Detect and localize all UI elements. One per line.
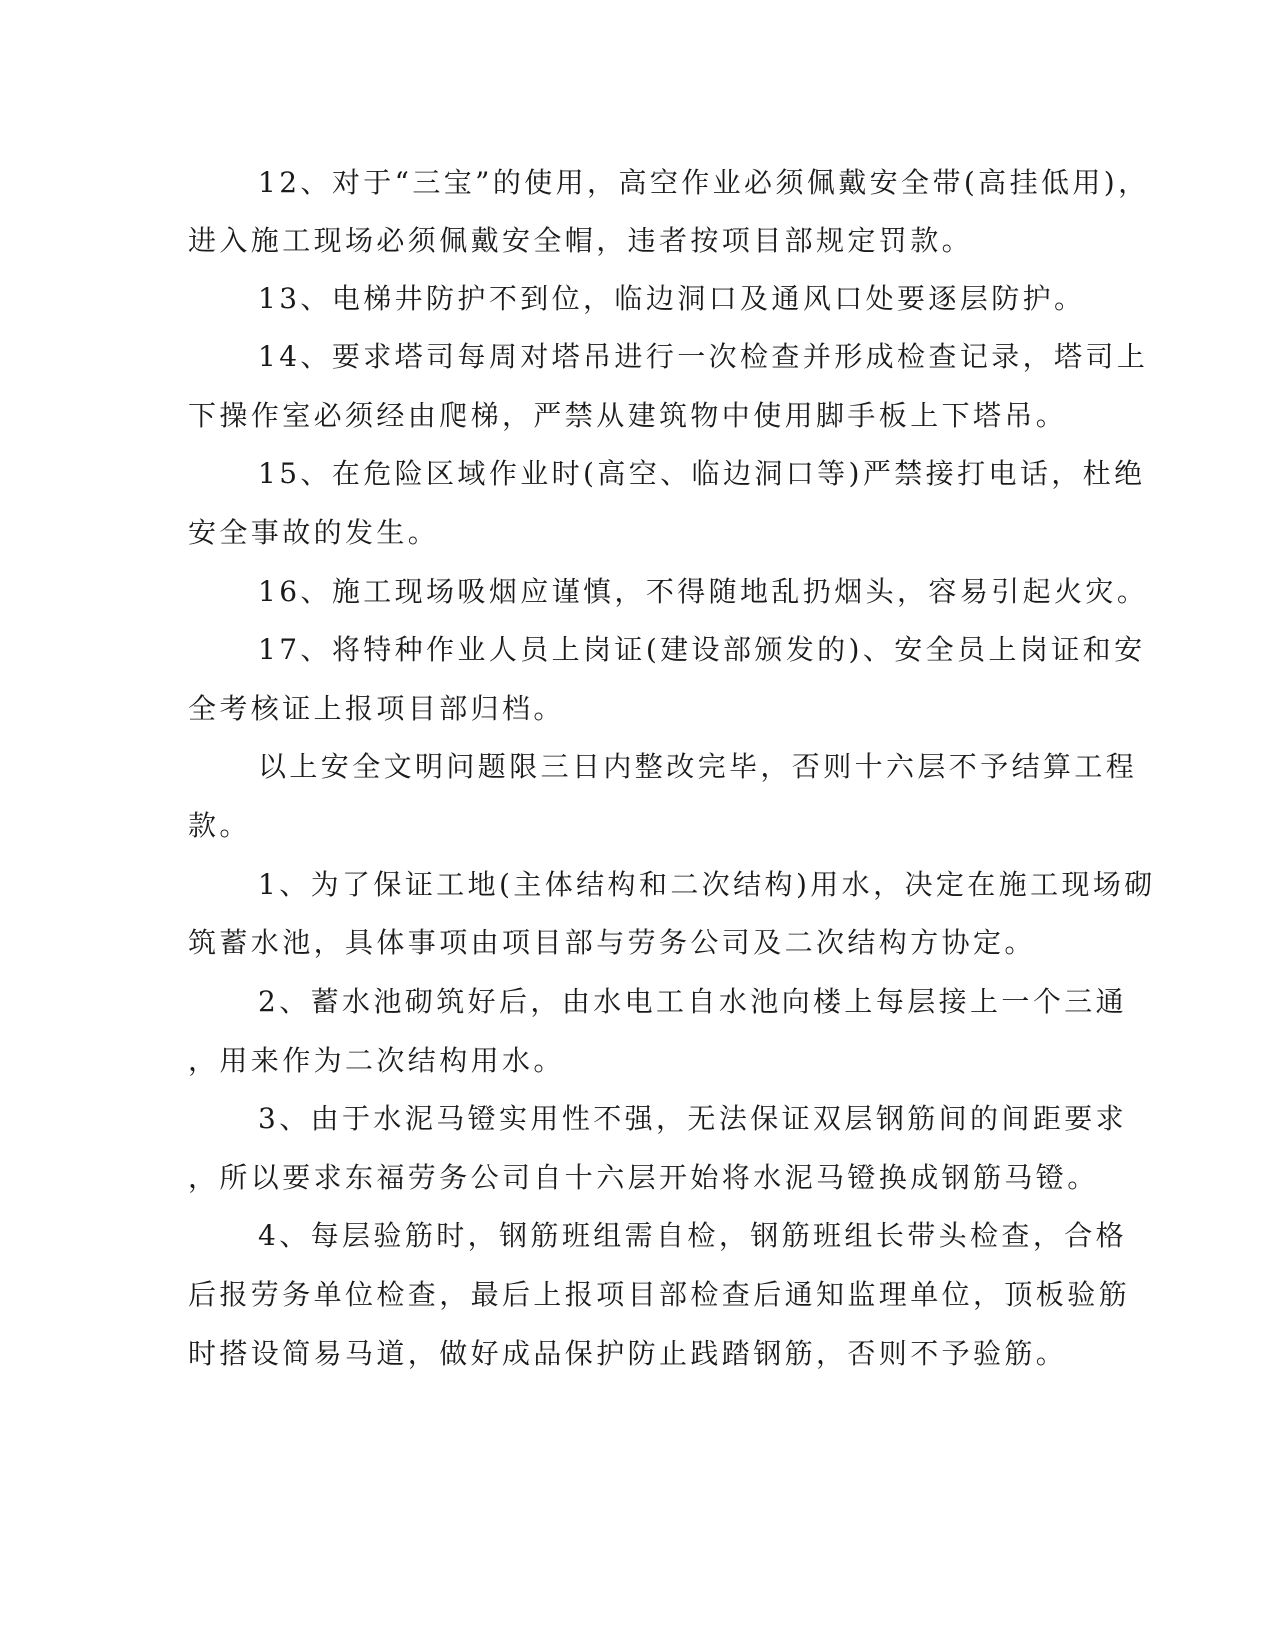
paragraph-line: 15、在危险区域作业时(高空、临边洞口等)严禁接打电话，杜绝 — [258, 457, 1146, 490]
paragraph-line: 14、要求塔司每周对塔吊进行一次检查并形成检查记录，塔司上 — [258, 340, 1149, 373]
paragraph-line: ，用来作为二次结构用水。 — [188, 1044, 565, 1077]
paragraph-line: 后报劳务单位检查，最后上报项目部检查后通知监理单位，顶板验筋 — [188, 1278, 1131, 1311]
paragraph-line: 安全事故的发生。 — [188, 516, 440, 549]
paragraph-line: 筑蓄水池，具体事项由项目部与劳务公司及二次结构方协定。 — [188, 926, 1036, 959]
paragraph-line: 16、施工现场吸烟应谨慎，不得随地乱扔烟头，容易引起火灾。 — [258, 575, 1149, 608]
paragraph-line: 17、将特种作业人员上岗证(建设部颁发的)、安全员上岗证和安 — [258, 633, 1146, 666]
paragraph-line: 12、对于“三宝”的使用，高空作业必须佩戴安全带(高挂低用)， — [258, 166, 1150, 199]
paragraph-line: 3、由于水泥马镫实用性不强，无法保证双层钢筋间的间距要求 — [258, 1102, 1128, 1135]
paragraph-line: 4、每层验筋时，钢筋班组需自检，钢筋班组长带头检查，合格 — [258, 1219, 1128, 1252]
paragraph-line: 款。 — [188, 809, 251, 842]
paragraph-line: 时搭设简易马道，做好成品保护防止践踏钢筋，否则不予验筋。 — [188, 1337, 1068, 1370]
paragraph-line: 下操作室必须经由爬梯，严禁从建筑物中使用脚手板上下塔吊。 — [188, 399, 1068, 432]
paragraph-line: 以上安全文明问题限三日内整改完毕，否则十六层不予结算工程 — [258, 750, 1138, 783]
paragraph-line: 全考核证上报项目部归档。 — [188, 692, 565, 725]
paragraph-line: ，所以要求东福劳务公司自十六层开始将水泥马镫换成钢筋马镫。 — [188, 1161, 1099, 1194]
paragraph-line: 13、电梯井防护不到位，临边洞口及通风口处要逐层防护。 — [258, 282, 1086, 315]
paragraph-line: 2、蓄水池砌筑好后，由水电工自水池向楼上每层接上一个三通 — [258, 985, 1128, 1018]
paragraph-line: 进入施工现场必须佩戴安全帽，违者按项目部规定罚款。 — [188, 224, 974, 257]
paragraph-line: 1、为了保证工地(主体结构和二次结构)用水，决定在施工现场砌 — [258, 868, 1156, 901]
